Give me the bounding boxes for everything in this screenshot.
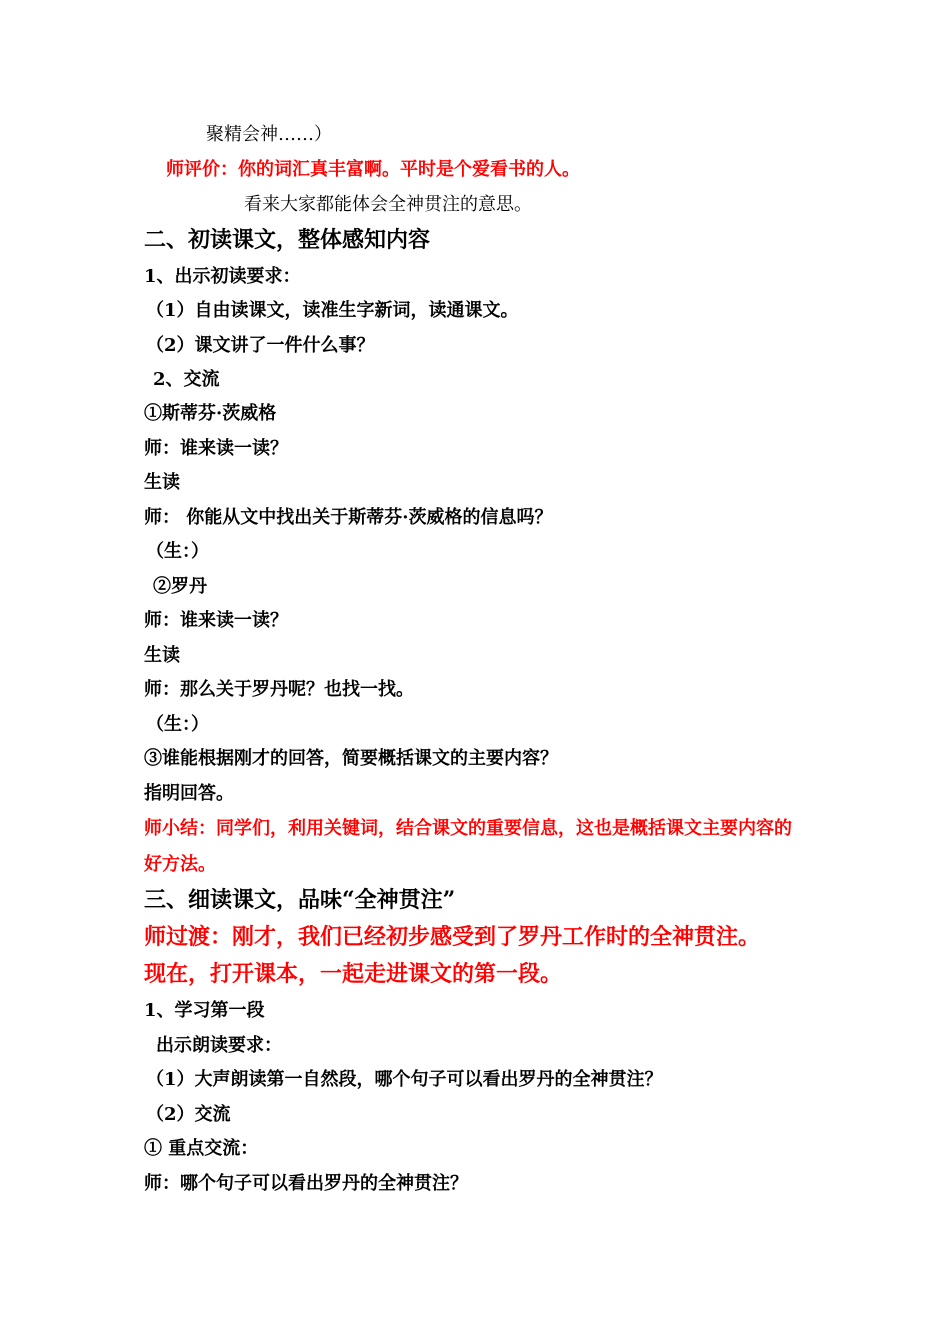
student-response: （生：） [146, 714, 209, 735]
answer-instruction: 指明回答。 [144, 783, 234, 804]
key-exchange: ① 重点交流： [144, 1138, 259, 1159]
teacher-line: 师：那么关于罗丹呢？也找一找。 [144, 679, 414, 700]
teacher-line: 师：哪个句子可以看出罗丹的全神贯注？ [144, 1173, 468, 1194]
teacher-summary-continued: 好方法。 [144, 854, 216, 875]
item-2-exchange: 2、交流 [153, 369, 220, 390]
subitem-zweig: ①斯蒂芬·茨威格 [144, 403, 277, 424]
reading-requirements: 出示朗读要求： [156, 1035, 282, 1056]
item-1-requirements: 1、出示初读要求： [144, 266, 301, 287]
requirement-2: （2）交流 [146, 1104, 231, 1125]
student-response: （生：） [146, 541, 209, 562]
text-line-summary: 看来大家都能体会全神贯注的意思。 [244, 194, 532, 215]
student-read: 生读 [144, 472, 180, 493]
teacher-transition: 师过渡：刚才，我们已经初步感受到了罗丹工作时的全神贯注。 [144, 924, 761, 950]
teacher-line: 师： 你能从文中找出关于斯蒂芬·茨威格的信息吗？ [144, 507, 553, 528]
section-heading-3: 三、细读课文，品味“全神贯注” [144, 887, 456, 913]
subitem-rodin: ②罗丹 [153, 576, 207, 597]
section-heading-2: 二、初读课文，整体感知内容 [144, 227, 431, 253]
subitem-summary-question: ③谁能根据刚才的回答，简要概括课文的主要内容？ [144, 748, 558, 769]
teacher-summary: 师小结：同学们，利用关键词，结合课文的重要信息，这也是概括课文主要内容的 [144, 818, 792, 839]
requirement-1: （1）自由读课文，读准生字新词，读通课文。 [146, 300, 519, 321]
item-1-paragraph-one: 1、学习第一段 [144, 1000, 265, 1021]
teacher-line: 师：谁来读一读？ [144, 610, 288, 631]
requirement-2: （2）课文讲了一件什么事？ [146, 335, 375, 356]
student-read: 生读 [144, 645, 180, 666]
teacher-evaluation: 师评价：你的词汇真丰富啊。平时是个爱看书的人。 [166, 159, 580, 180]
teacher-line: 师：谁来读一读？ [144, 438, 288, 459]
text-line-continuation: 聚精会神……） [206, 124, 332, 145]
teacher-transition-continued: 现在，打开课本，一起走进课文的第一段。 [144, 961, 563, 987]
requirement-1: （1）大声朗读第一自然段，哪个句子可以看出罗丹的全神贯注？ [146, 1069, 663, 1090]
